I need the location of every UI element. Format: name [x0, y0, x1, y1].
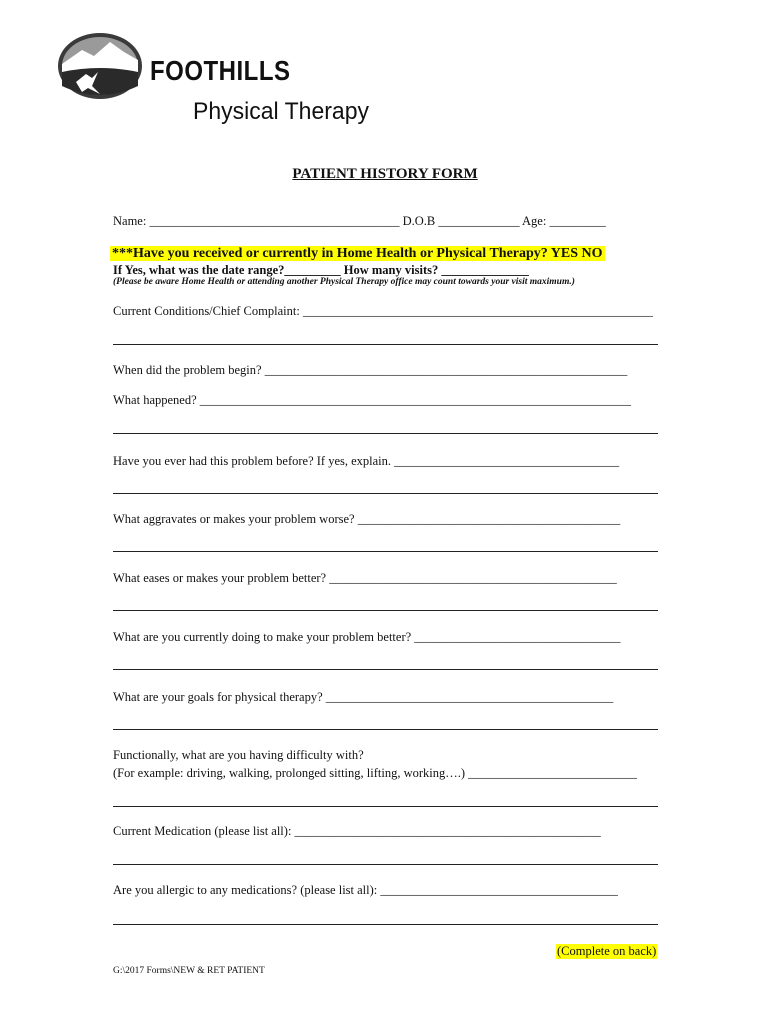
answer-line[interactable]: [113, 924, 658, 925]
aggravates-field[interactable]: What aggravates or makes your problem worse? __________________________________________: [113, 512, 621, 526]
page-title: PATIENT HISTORY FORM: [292, 166, 478, 182]
functional-field[interactable]: (For example: driving, walking, prolonged sitting, lifting, working….) ___________________________: [113, 766, 637, 780]
name-dob-age-field[interactable]: Name: ________________________________________ D.O.B _____________ Age: _________: [113, 214, 606, 228]
currently-doing-field[interactable]: What are you currently doing to make your problem better? _________________________________: [113, 630, 621, 644]
answer-line[interactable]: [113, 433, 658, 434]
answer-line[interactable]: [113, 806, 658, 807]
answer-line[interactable]: [113, 551, 658, 552]
therapy-history-question: [110, 244, 605, 262]
complete-on-back-note: (Complete on back): [557, 944, 657, 958]
footer-file-path: G:\2017 Forms\NEW & RET PATIENT: [113, 966, 265, 976]
what-happened-field[interactable]: What happened? _____________________________________________________________________: [113, 393, 632, 407]
allergies-field[interactable]: Are you allergic to any medications? (please list all): ______________________________________: [113, 883, 618, 897]
answer-line[interactable]: [113, 493, 658, 494]
problem-begin-field[interactable]: When did the problem begin? __________________________________________________________: [113, 363, 628, 377]
visit-maximum-note: (Please be aware Home Health or attending another Physical Therapy office may count towards your visit maximum.): [113, 277, 575, 287]
brand-name: FOOTHILLS: [150, 56, 291, 88]
answer-line[interactable]: [113, 729, 658, 730]
answer-line[interactable]: [113, 610, 658, 611]
answer-line[interactable]: [113, 864, 658, 865]
answer-line[interactable]: [113, 669, 658, 670]
answer-line[interactable]: [113, 344, 658, 345]
problem-before-field[interactable]: Have you ever had this problem before? If yes, explain. ____________________________________: [113, 454, 620, 468]
eases-field[interactable]: What eases or makes your problem better? ______________________________________________: [113, 571, 617, 585]
medication-field[interactable]: Current Medication (please list all): _________________________________________________: [113, 824, 601, 838]
brand-subtitle: Physical Therapy: [193, 97, 369, 125]
chief-complaint-field[interactable]: Current Conditions/Chief Complaint: ________________________________________________________: [113, 304, 653, 318]
goals-field[interactable]: What are your goals for physical therapy? ______________________________________________: [113, 690, 614, 704]
functional-question: Functionally, what are you having difficulty with?: [113, 748, 364, 762]
yes-no-question[interactable]: ***Have you received or currently in Home Health or Physical Therapy? YES NO: [112, 246, 603, 261]
date-range-field[interactable]: If Yes, what was the date range?_________ How many visits? ______________: [113, 263, 529, 277]
